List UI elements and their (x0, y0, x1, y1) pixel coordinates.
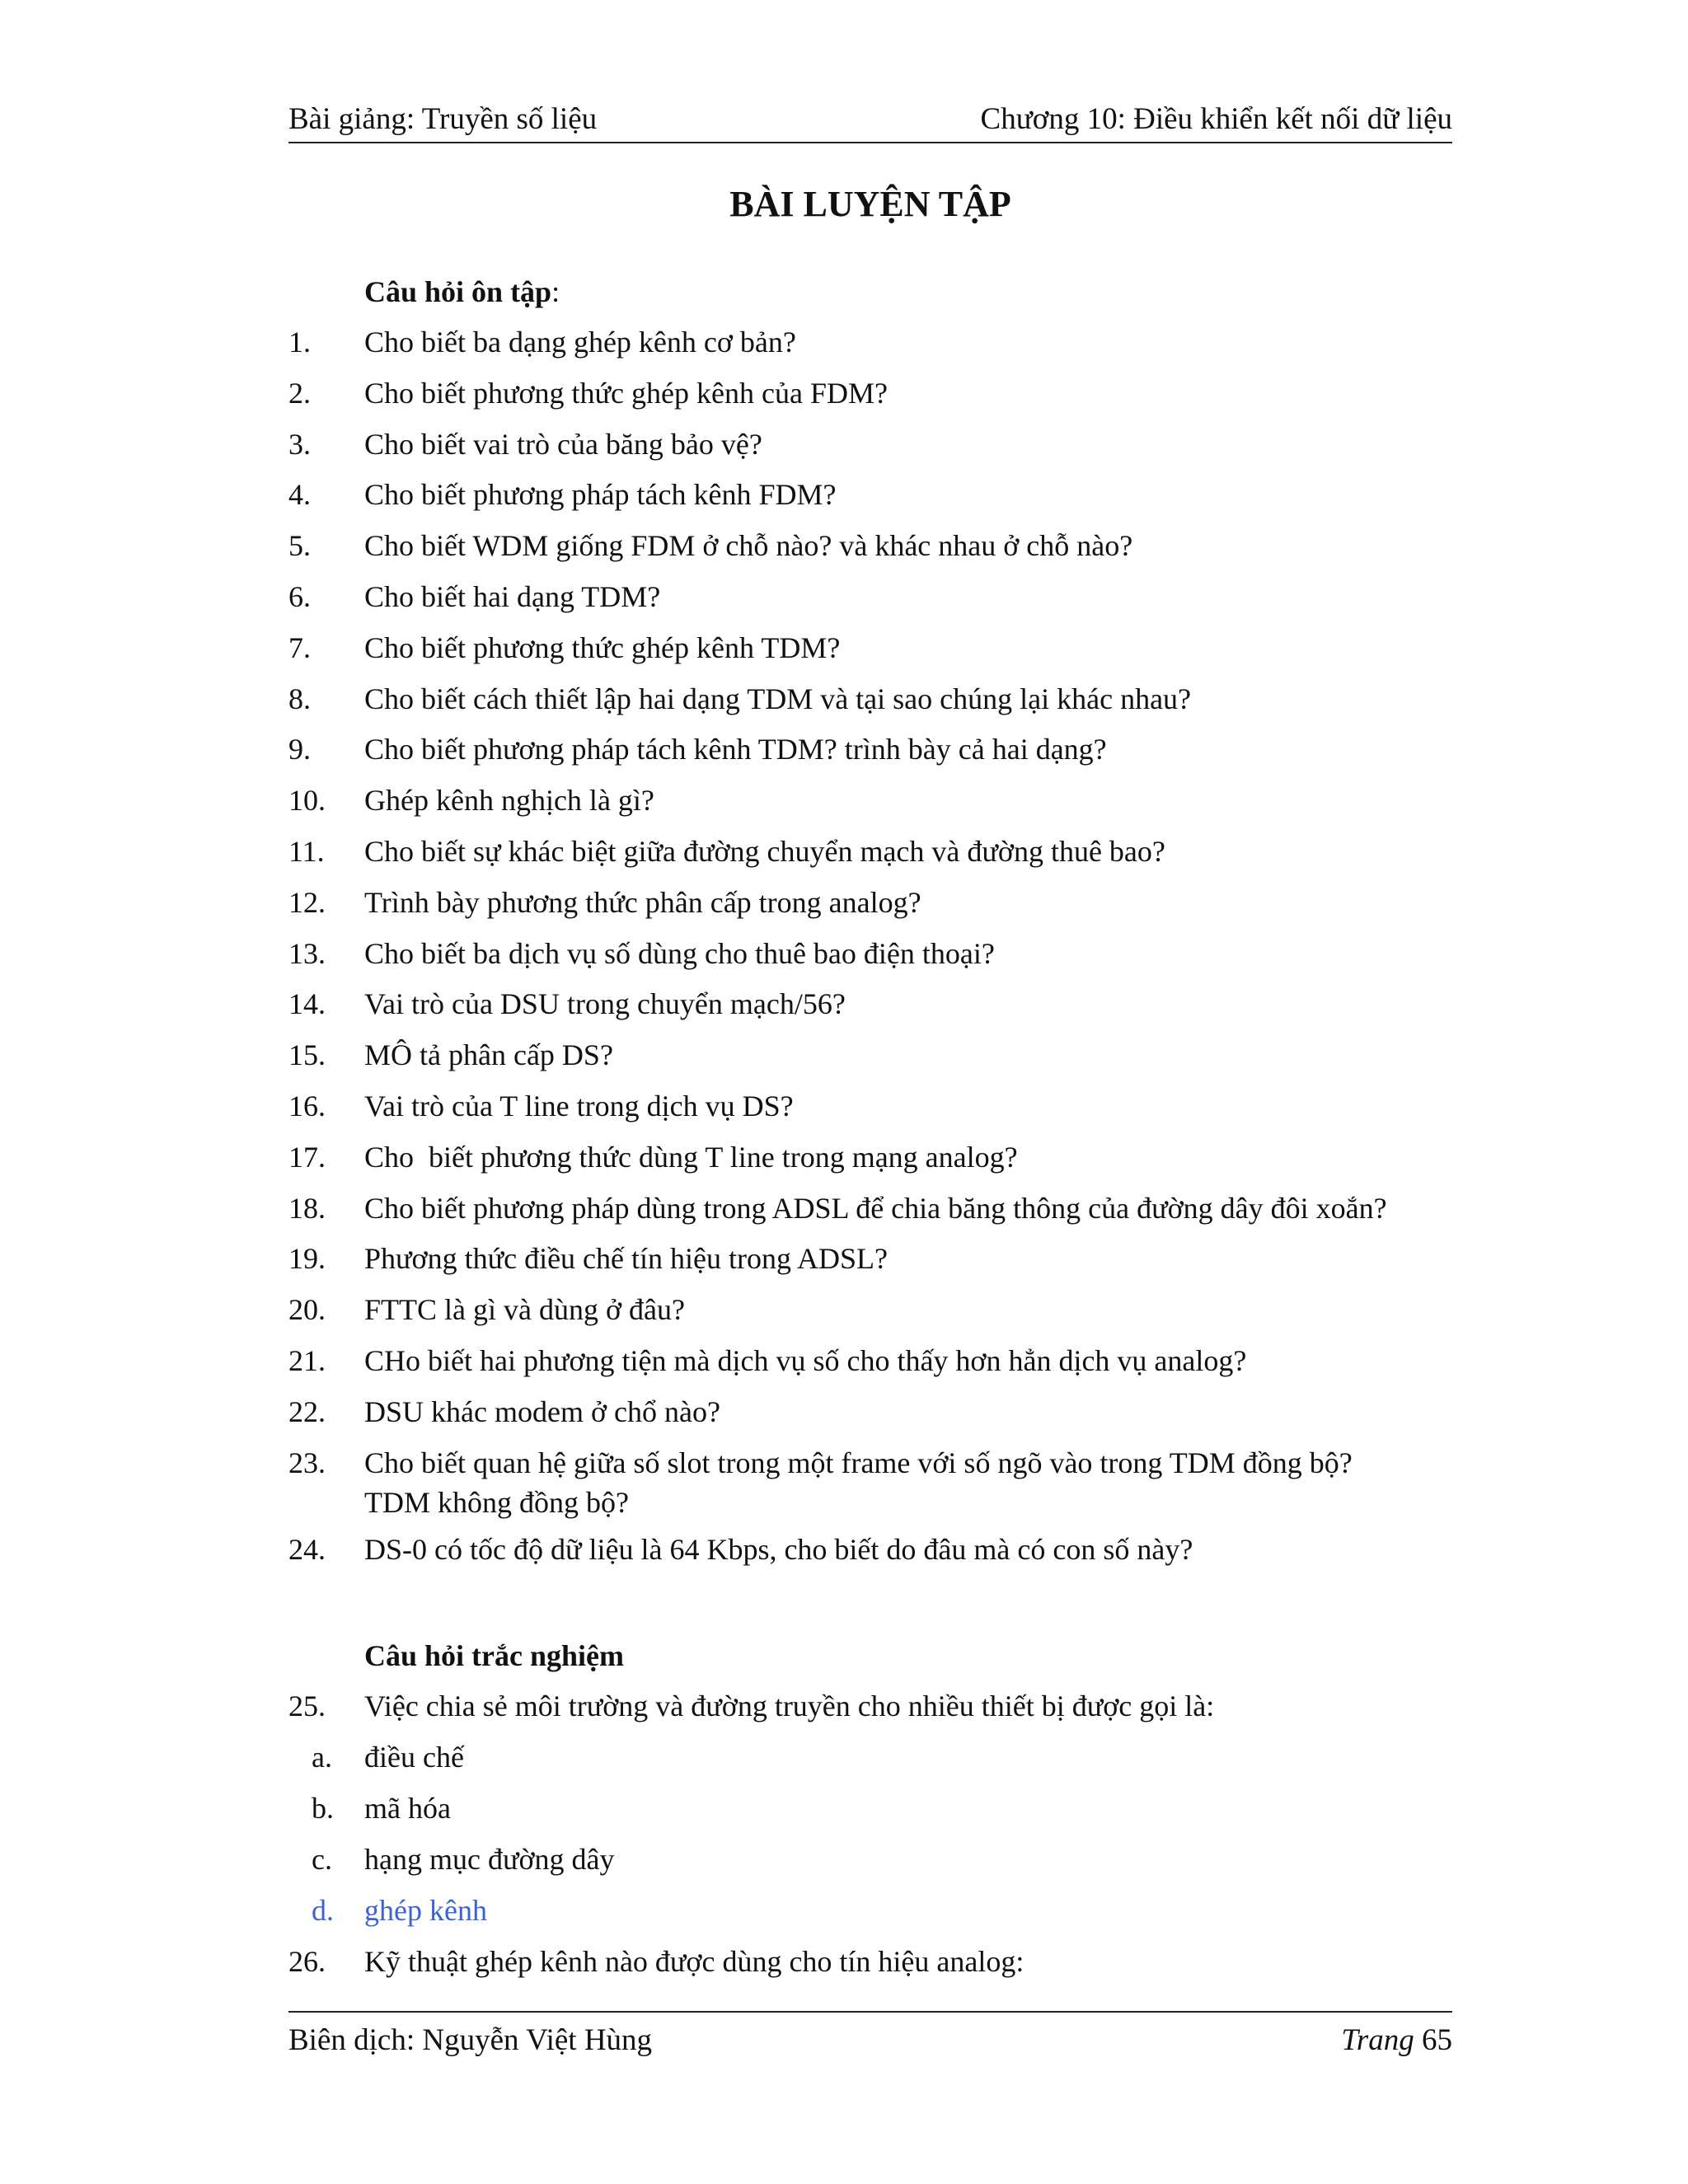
page-number-value: 65 (1422, 2023, 1452, 2057)
option-text: điều chế (364, 1741, 464, 1774)
question-text: Cho biết phương pháp tách kênh FDM? (364, 478, 837, 512)
question-number: 22. (288, 1394, 326, 1428)
list-item (288, 729, 1452, 780)
list-item (288, 984, 1452, 1035)
header-chapter-title: Chương 10: Điều khiển kết nối dữ liệu (980, 102, 1452, 136)
question-number: 1. (288, 326, 311, 359)
question-text: Cho biết hai dạng TDM? (364, 579, 661, 613)
question-text: Cho biết phương thức dùng T line trong mạng analog? (364, 1140, 1018, 1174)
question-number: 15. (288, 1038, 326, 1072)
question-text: Vai trò của T line trong dịch vụ DS? (364, 1089, 794, 1122)
question-number: 19. (288, 1242, 326, 1276)
list-item (288, 1086, 1452, 1137)
list-item (288, 577, 1452, 628)
option-label: d. (312, 1894, 334, 1927)
list-item (288, 1239, 1452, 1290)
question-text: Cho biết phương thức ghép kênh TDM? (364, 630, 841, 664)
page-number (1341, 2018, 1452, 2064)
option-text: mã hóa (364, 1792, 451, 1825)
footer-translator: Biên dịch: Nguyễn Việt Hùng (288, 2023, 653, 2057)
list-item (288, 1290, 1452, 1341)
list-item (288, 832, 1452, 883)
option-label: b. (312, 1792, 334, 1825)
question-number: 2. (288, 376, 311, 410)
question-text: Kỹ thuật ghép kênh nào được dùng cho tín hiệu analog: (364, 1945, 1025, 1978)
question-text: Cho biết ba dịch vụ số dùng cho thuê bao điện thoại? (364, 936, 995, 970)
question-number: 7. (288, 630, 311, 664)
question-text: DS-0 có tốc độ dữ liệu là 64 Kbps, cho biết do đâu mà có con số này? (364, 1532, 1193, 1566)
correct-answer-option (288, 1891, 1452, 1942)
page-footer (288, 2011, 1452, 2059)
question-number: 6. (288, 579, 311, 613)
question-number: 18. (288, 1191, 326, 1225)
list-item (288, 424, 1452, 476)
review-heading-text: Câu hỏi ôn tập (364, 275, 552, 308)
answer-option (288, 1737, 1452, 1788)
list-item (288, 1341, 1452, 1392)
question-number: 14. (288, 987, 326, 1021)
question-number: 5. (288, 529, 311, 563)
option-label: c. (312, 1843, 332, 1876)
option-text: ghép kênh (364, 1894, 487, 1927)
list-item (288, 1035, 1452, 1086)
question-number: 3. (288, 427, 311, 461)
list-item (288, 1392, 1452, 1443)
question-number: 17. (288, 1140, 326, 1174)
question-number: 11. (288, 834, 325, 868)
list-item (288, 1530, 1452, 1581)
question-number: 26. (288, 1945, 326, 1978)
question-number: 4. (288, 478, 311, 512)
question-number: 8. (288, 682, 311, 715)
question-text: Cho biết phương pháp tách kênh TDM? trình bày cả hai dạng? (364, 733, 1107, 766)
question-number: 24. (288, 1532, 326, 1566)
list-item (288, 373, 1452, 424)
list-item (288, 934, 1452, 985)
question-text: FTTC là gì và dùng ở đâu? (364, 1293, 685, 1327)
option-text: hạng mục đường dây (364, 1843, 615, 1876)
question-text (364, 1443, 1452, 1522)
question-text: Cho biết vai trò của băng bảo vệ? (364, 427, 762, 461)
question-text: DSU khác modem ở chổ nào? (364, 1394, 720, 1428)
list-item (288, 1686, 1452, 1737)
question-text: Phương thức điều chế tín hiệu trong ADSL? (364, 1242, 888, 1276)
question-text: Cho biết sự khác biệt giữa đường chuyển mạch và đường thuê bao? (364, 834, 1165, 868)
question-text: Việc chia sẻ môi trường và đường truyền cho nhiều thiết bị được gọi là: (364, 1690, 1215, 1722)
question-text-line-1: Cho biết quan hệ giữa số slot trong một frame với số ngõ vào trong TDM đồng bộ? (364, 1446, 1353, 1479)
question-text-line-2: TDM không đồng bộ? (364, 1485, 629, 1519)
answer-option (288, 1840, 1452, 1891)
question-number: 13. (288, 936, 326, 970)
question-number: 12. (288, 885, 326, 919)
quiz-section-heading: Câu hỏi trắc nghiệm (364, 1639, 624, 1672)
answer-option (288, 1788, 1452, 1840)
list-item (288, 1188, 1452, 1240)
list-item (288, 780, 1452, 832)
list-item (288, 1137, 1452, 1188)
question-text: Cho biết WDM giống FDM ở chỗ nào? và khác nhau ở chỗ nào? (364, 529, 1133, 563)
question-number: 21. (288, 1343, 326, 1377)
list-item (288, 628, 1452, 679)
question-text: Trình bày phương thức phân cấp trong analog? (364, 885, 921, 919)
review-section-heading (364, 272, 560, 312)
list-item (288, 1942, 1452, 1993)
quiz-question-list (288, 1686, 1452, 1993)
header-course-title: Bài giảng: Truyền số liệu (288, 102, 598, 136)
list-item (288, 1443, 1452, 1530)
question-text: CHo biết hai phương tiện mà dịch vụ số cho thấy hơn hẳn dịch vụ analog? (364, 1343, 1247, 1377)
review-question-list (288, 322, 1452, 1580)
question-text: Ghép kênh nghịch là gì? (364, 784, 654, 818)
list-item (288, 526, 1452, 577)
question-text: Cho biết ba dạng ghép kênh cơ bản? (364, 326, 796, 359)
question-text: MÔ tả phân cấp DS? (364, 1038, 613, 1072)
list-item (288, 475, 1452, 526)
review-heading-colon: : (551, 275, 560, 308)
list-item (288, 679, 1452, 730)
question-number: 20. (288, 1293, 326, 1327)
page-title: BÀI LUYỆN TẬP (729, 184, 1011, 224)
question-text: Vai trò của DSU trong chuyển mạch/56? (364, 987, 846, 1021)
page-word: Trang (1341, 2023, 1414, 2057)
question-text: Cho biết cách thiết lập hai dạng TDM và tại sao chúng lại khác nhau? (364, 682, 1192, 715)
page-header (288, 97, 1452, 143)
option-label: a. (312, 1741, 332, 1774)
question-text: Cho biết phương pháp dùng trong ADSL để chia băng thông của đường dây đôi xoắn? (364, 1191, 1387, 1225)
question-number: 9. (288, 733, 311, 766)
question-number: 25. (288, 1690, 326, 1722)
list-item (288, 883, 1452, 934)
list-item (288, 322, 1452, 373)
question-number: 23. (288, 1446, 326, 1479)
question-number: 10. (288, 784, 326, 818)
question-text: Cho biết phương thức ghép kênh của FDM? (364, 376, 888, 410)
question-number: 16. (288, 1089, 326, 1122)
